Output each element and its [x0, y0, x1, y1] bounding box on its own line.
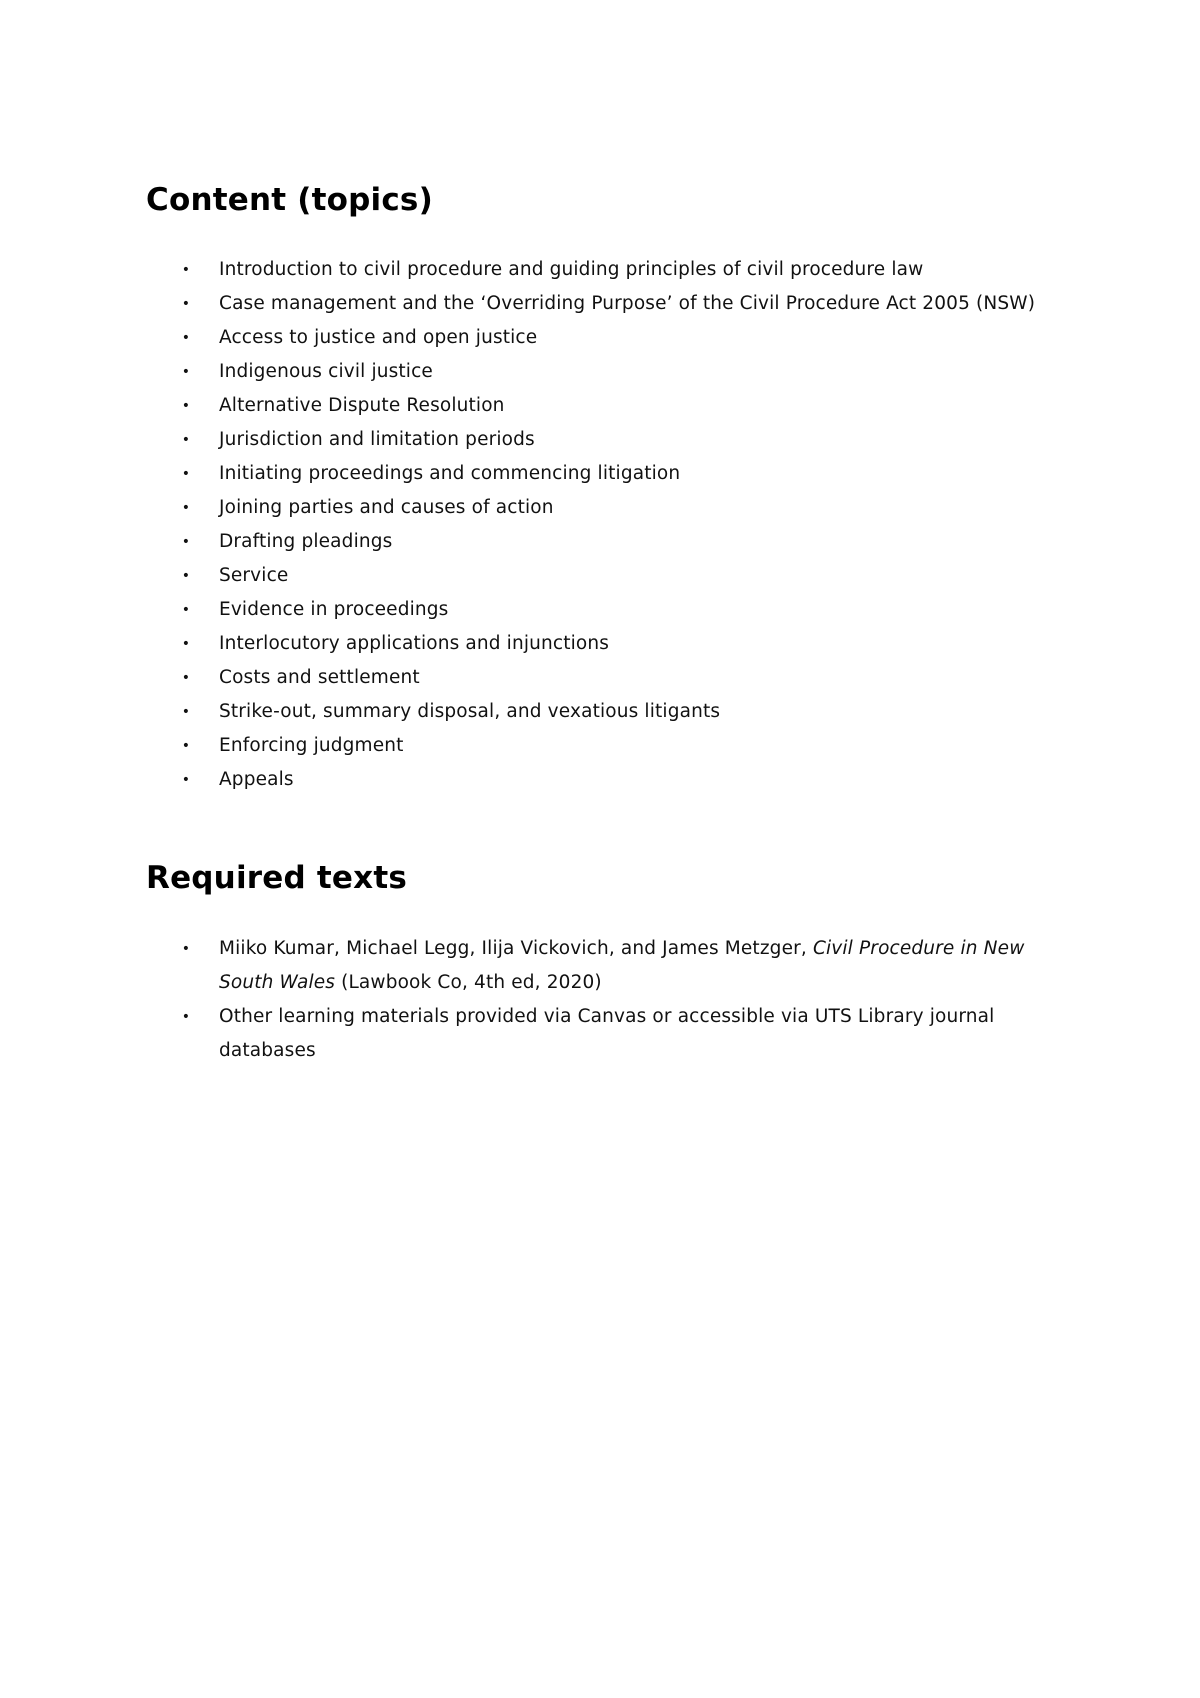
list-item	[0, 321, 1200, 355]
topic-text: Interlocutory applications and injunctions	[219, 633, 610, 654]
list-item	[0, 525, 1200, 559]
bullet-icon: •	[181, 568, 191, 584]
bullet-icon: •	[181, 432, 191, 448]
bullet-icon: •	[181, 738, 191, 754]
topic-text: Costs and settlement	[219, 667, 420, 688]
bullet-icon: •	[181, 636, 191, 652]
list-item	[0, 1000, 1200, 1068]
topic-text: Access to justice and open justice	[219, 327, 538, 348]
citation-title: Civil Procedure in New South Wales	[219, 938, 1025, 993]
topic-text: Initiating proceedings and commencing litigation	[219, 463, 681, 484]
topic-text: Service	[219, 565, 289, 586]
required-texts-heading: Required texts	[146, 860, 407, 896]
list-item	[0, 355, 1200, 389]
bullet-icon: •	[181, 941, 191, 957]
bullet-icon: •	[181, 534, 191, 550]
topics-list	[0, 253, 1200, 797]
required-texts-list	[0, 932, 1200, 1068]
topic-text: Jurisdiction and limitation periods	[219, 429, 535, 450]
bullet-icon: •	[181, 330, 191, 346]
list-item	[0, 253, 1200, 287]
required-text-item: Other learning materials provided via Canvas or accessible via UTS Library journal databases	[219, 1006, 995, 1061]
bullet-icon: •	[181, 602, 191, 618]
list-item	[0, 661, 1200, 695]
bullet-icon: •	[181, 262, 191, 278]
bullet-icon: •	[181, 296, 191, 312]
list-item	[0, 389, 1200, 423]
bullet-icon: •	[181, 364, 191, 380]
topic-text: Drafting pleadings	[219, 531, 393, 552]
bullet-icon: •	[181, 398, 191, 414]
content-topics-heading: Content (topics)	[146, 182, 433, 218]
citation-publication: (Lawbook Co, 4th ed, 2020)	[335, 972, 602, 993]
topic-text: Case management and the ‘Overriding Purpose’ of the Civil Procedure Act 2005 (NSW)	[219, 293, 1036, 314]
list-item	[0, 729, 1200, 763]
bullet-icon: •	[181, 704, 191, 720]
topic-text: Indigenous civil justice	[219, 361, 433, 382]
list-item	[0, 287, 1200, 321]
list-item	[0, 423, 1200, 457]
topic-text: Appeals	[219, 769, 294, 790]
topic-text: Evidence in proceedings	[219, 599, 449, 620]
list-item	[0, 627, 1200, 661]
bullet-icon: •	[181, 670, 191, 686]
citation-authors: Miiko Kumar, Michael Legg, Ilija Vickovich, and James Metzger,	[219, 938, 813, 959]
topic-text: Strike-out, summary disposal, and vexatious litigants	[219, 701, 721, 722]
bullet-icon: •	[181, 1009, 191, 1025]
list-item	[0, 932, 1200, 1000]
bullet-icon: •	[181, 500, 191, 516]
list-item	[0, 593, 1200, 627]
topic-text: Enforcing judgment	[219, 735, 404, 756]
list-item	[0, 457, 1200, 491]
list-item	[0, 559, 1200, 593]
list-item	[0, 491, 1200, 525]
bullet-icon: •	[181, 772, 191, 788]
bullet-icon: •	[181, 466, 191, 482]
topic-text: Alternative Dispute Resolution	[219, 395, 505, 416]
topic-text: Joining parties and causes of action	[219, 497, 554, 518]
list-item	[0, 763, 1200, 797]
topic-text: Introduction to civil procedure and guiding principles of civil procedure law	[219, 259, 924, 280]
list-item	[0, 695, 1200, 729]
